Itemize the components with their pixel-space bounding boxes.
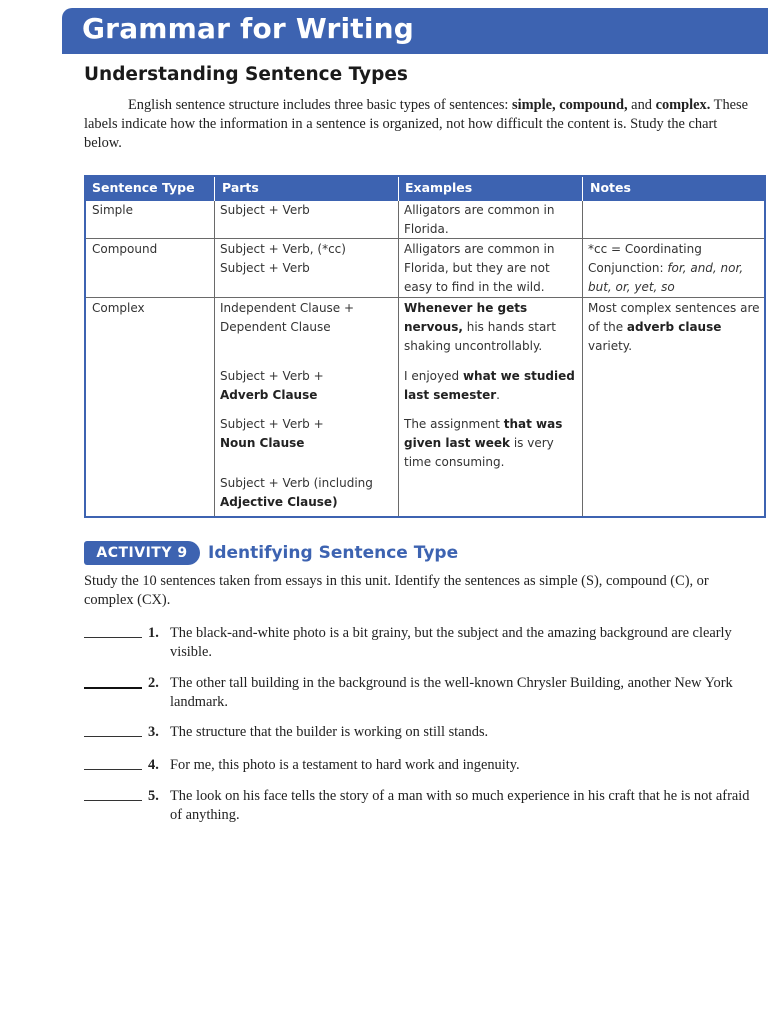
cell-compound-parts xyxy=(220,240,392,278)
row-divider xyxy=(86,297,764,298)
section-heading: Understanding Sentence Types xyxy=(84,64,408,85)
intro-text-1: English sentence structure includes three basic types of sentences: xyxy=(128,97,513,113)
exercise-item xyxy=(84,624,766,664)
table-header-row xyxy=(86,177,764,201)
complex-parts-2b: Adverb Clause xyxy=(220,388,318,402)
complex-note-bold: adverb clause xyxy=(626,320,722,334)
exercise-item xyxy=(84,674,766,714)
complex-parts-3b: Noun Clause xyxy=(220,436,305,450)
column-divider xyxy=(582,177,583,516)
item-number: 2. xyxy=(148,675,159,691)
item-text: The look on his face tells the story of a man with so much experience in his craft that he is not afraid of anything. xyxy=(170,788,750,823)
answer-blank[interactable] xyxy=(84,687,142,689)
header-notes: Notes xyxy=(590,180,631,195)
cell-simple-example: Alligators are common in Florida. xyxy=(404,203,555,236)
cell-compound-example: Alligators are common in Florida, but they are not easy to find in the wild. xyxy=(404,242,555,294)
cell-simple-parts: Subject + Verb xyxy=(220,203,310,217)
cell-simple-type: Simple xyxy=(92,203,133,217)
cell-complex-parts-4 xyxy=(220,474,392,512)
cell-complex-parts-3 xyxy=(220,415,392,453)
cell-complex-type: Complex xyxy=(92,301,145,315)
cell-compound-type: Compound xyxy=(92,242,158,256)
cell-complex-parts-2 xyxy=(220,367,392,405)
cell-complex-example-1 xyxy=(404,299,576,356)
title-banner xyxy=(62,8,768,54)
compound-note-text: *cc = Coordinating Conjunction: xyxy=(588,242,702,275)
intro-text-3: These labels indicate how the information in a sentence is organized, not how difficult the content is. Study the chart below. xyxy=(84,97,749,151)
item-number: 5. xyxy=(148,788,159,804)
answer-blank[interactable] xyxy=(84,800,142,801)
header-parts: Parts xyxy=(222,180,259,195)
activity-title: Identifying Sentence Type xyxy=(208,543,459,563)
complex-ex3-rest: is very time consuming. xyxy=(404,436,554,469)
activity-instructions: Study the 10 sentences taken from essays in this unit. Identify the sentences as simple (S), compound (C), or complex (CX). xyxy=(84,573,709,608)
cell-complex-note xyxy=(588,299,760,356)
item-text: The black-and-white photo is a bit grainy, but the subject and the amazing background are clearly visible. xyxy=(170,625,732,660)
compound-note-conjunctions: for, and, nor, but, or, yet, so xyxy=(588,261,744,294)
header-sentence-type: Sentence Type xyxy=(92,180,195,195)
complex-ex2-end: . xyxy=(496,388,500,402)
complex-parts-4b: Adjective Clause) xyxy=(220,495,338,509)
complex-ex3-plain: The assignment xyxy=(404,417,504,431)
complex-note-end: variety. xyxy=(588,339,633,353)
intro-bold-types: simple, compound, xyxy=(512,97,628,113)
cell-complex-parts-1: Independent Clause + Dependent Clause xyxy=(220,301,355,334)
complex-ex1-bold: Whenever he gets nervous, xyxy=(404,301,528,334)
item-number: 3. xyxy=(148,724,159,740)
header-examples: Examples xyxy=(405,180,473,195)
compound-parts-line-1: Subject + Verb, (*cc) xyxy=(220,242,346,256)
item-text: For me, this photo is a testament to hard work and ingenuity. xyxy=(170,757,520,773)
intro-bold-complex: complex. xyxy=(655,97,711,113)
header-divider xyxy=(214,177,215,201)
complex-ex1-rest: his hands start shaking uncontrollably. xyxy=(404,320,556,353)
sentence-types-table xyxy=(84,175,766,518)
compound-parts-line-2: Subject + Verb xyxy=(220,261,310,275)
cell-compound-note xyxy=(588,240,760,297)
complex-ex3-bold: that was given last week xyxy=(404,417,563,450)
complex-ex2-bold: what we studied last semester xyxy=(404,369,575,402)
item-text: The other tall building in the background is the well-known Chrysler Building, another New York landmark. xyxy=(170,675,733,710)
complex-ex2-plain: I enjoyed xyxy=(404,369,463,383)
intro-text-2: and xyxy=(627,97,656,113)
item-number: 4. xyxy=(148,757,159,773)
answer-blank[interactable] xyxy=(84,769,142,770)
intro-paragraph xyxy=(84,96,754,153)
complex-parts-2a: Subject + Verb + xyxy=(220,369,324,383)
answer-blank[interactable] xyxy=(84,637,142,638)
item-text: The structure that the builder is working on still stands. xyxy=(170,724,489,740)
answer-blank[interactable] xyxy=(84,736,142,737)
complex-parts-4a: Subject + Verb (including xyxy=(220,476,373,490)
header-divider xyxy=(398,177,399,201)
column-divider xyxy=(214,177,215,516)
complex-parts-3a: Subject + Verb + xyxy=(220,417,324,431)
header-divider xyxy=(582,177,583,201)
item-number: 1. xyxy=(148,625,159,641)
activity-badge: ACTIVITY 9 xyxy=(84,541,200,565)
cell-complex-example-3 xyxy=(404,415,576,472)
page-title: Grammar for Writing xyxy=(82,12,415,45)
column-divider xyxy=(398,177,399,516)
cell-complex-example-2 xyxy=(404,367,576,405)
complex-note-plain: Most complex sentences are of the xyxy=(588,301,760,334)
exercise-item xyxy=(84,787,766,827)
